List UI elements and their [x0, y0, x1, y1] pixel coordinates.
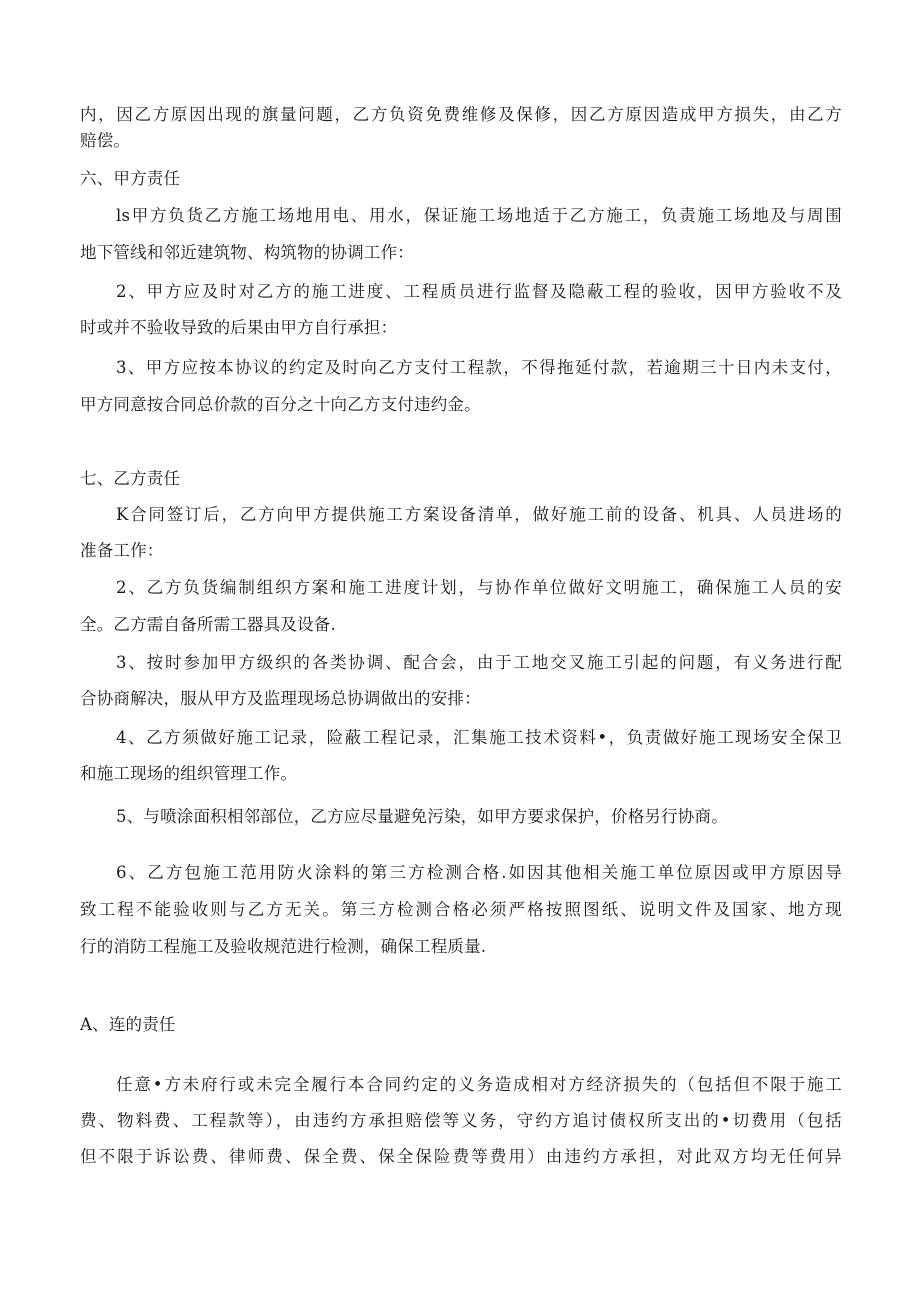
- paragraph-line: 合协商解决，服从甲方及监理现场总协调做出的安排：: [80, 689, 481, 708]
- paragraph-line: 6、乙方包施工范用防火涂料的第三方检测合格.如因其他相关施工单位原因或甲方原因导: [116, 863, 842, 882]
- section-heading: 六、甲方责任: [80, 169, 181, 188]
- paragraph-line: ls甲方负货乙方施工场地用电、用水，保证施工场地适于乙方施工，负责施工场地及与周围: [116, 206, 842, 225]
- paragraph-line: 全。乙方需自备所需工器具及设备.: [80, 615, 336, 634]
- paragraph-line: 5、与喷涂面积相邻部位，乙方应尽量避免污染，如甲方要求保护，价格另行协商。: [116, 807, 728, 826]
- paragraph-line: 2、乙方负货编制组织方案和施工进度计划，与协作单位做好文明施工，确保施工人员的安: [116, 578, 842, 597]
- paragraph-line: 3、按时参加甲方级织的各类协调、配合会，由于工地交叉施工引起的问题，有义务进行配: [116, 653, 842, 672]
- paragraph-line: 准备工作：: [80, 541, 164, 560]
- paragraph-line: 时或并不验收导致的后果由甲方自行承担：: [80, 318, 398, 337]
- paragraph-line: 地下管线和邻近建筑物、构筑物的协调工作：: [80, 243, 414, 262]
- paragraph-line: 和施工现场的组织管理工作。: [80, 764, 298, 783]
- paragraph-line: 任意•方未府行或未完全履行本合同约定的义务造成相对方经济损失的（包括但不限于施工: [116, 1075, 842, 1094]
- paragraph-line: 费、物料费、工程款等），由违约方承担赔偿等义务，守约方追讨债权所支出的•切费用（包括: [80, 1111, 842, 1130]
- paragraph-line: 3、甲方应按本协议的约定及时向乙方支付工程款，不得拖延付款，若逾期三十日内未支付，: [116, 358, 842, 377]
- paragraph-line: 赔偿。: [80, 131, 131, 150]
- section-heading: A、连的责任: [80, 1015, 176, 1034]
- paragraph-line: 4、乙方须做好施工记录，险蔽工程记录，汇集施工技术资料•，负责做好施工现场安全保卫: [116, 728, 842, 747]
- section-heading: 七、乙方责任: [80, 469, 181, 488]
- paragraph-line: K合同签订后，乙方向甲方提供施工方案设备清单，做好施工前的设备、机具、人员进场的: [116, 505, 842, 524]
- paragraph-line: 致工程不能验收则与乙方无关。第三方检测合格必须严格按照图纸、说明文件及国家、地方现: [80, 900, 842, 919]
- paragraph-line: 甲方同意按合同总价款的百分之十向乙方支付违约金。: [80, 395, 481, 414]
- paragraph-line: 2、甲方应及时对乙方的施工进度、工程质员进行监督及隐蔽工程的验收，因甲方验收不及: [116, 282, 842, 301]
- paragraph-line: 行的消防工程施工及验收规范进行检测，确保工程质量.: [80, 937, 487, 956]
- paragraph-line: 内，因乙方原因出现的旗量问题，乙方负资免费维修及保修，因乙方原因造成甲方损失，由乙方: [80, 105, 842, 124]
- paragraph-line: 但不限于诉讼费、律师费、保全费、保全保险费等费用）由违约方承担，对此双方均无任何异: [80, 1147, 842, 1166]
